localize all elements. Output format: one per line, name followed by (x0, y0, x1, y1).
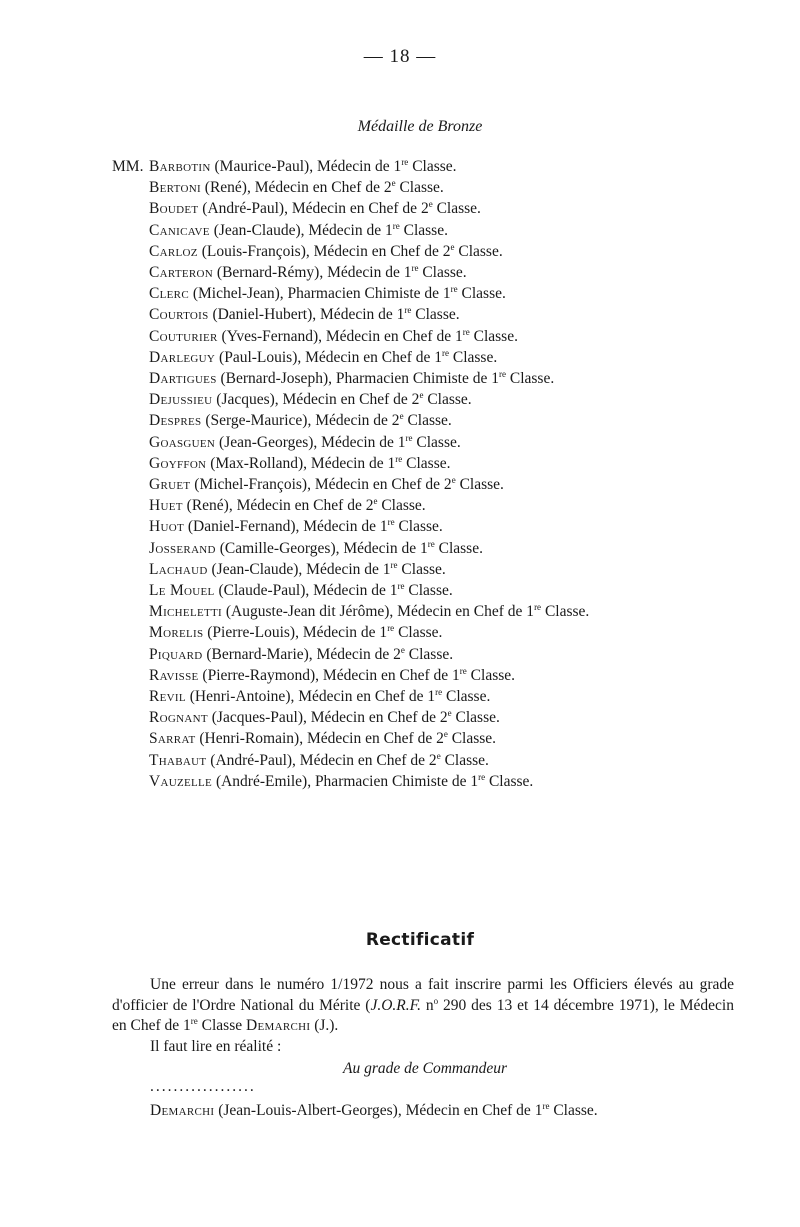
entry-text (149, 707, 500, 728)
entry-sup: re (387, 517, 395, 528)
list-item (112, 580, 772, 601)
list-item (112, 389, 772, 410)
entry-surname: Demarchi (150, 1102, 215, 1119)
entry-surname: Huet (149, 497, 183, 515)
list-prefix-spacer (112, 432, 149, 453)
entry-details: (Serge-Maurice), Médecin de 2 (201, 412, 400, 430)
entry-sup: e (450, 241, 455, 252)
list-item (112, 686, 772, 707)
list-prefix-spacer (112, 538, 149, 559)
entry-sup: re (442, 347, 449, 358)
paragraph-surname: Demarchi (245, 1017, 311, 1034)
list-item (112, 347, 772, 368)
entry-text (149, 262, 467, 283)
list-item (112, 474, 772, 495)
paragraph-text: Une erreur dans le numéro 1/1972 nous a fait inscrire parmi les Officiers élevés au grade d'officier de l'Ordre National du Mérite ( (112, 976, 734, 1014)
entry-tail: Classe. (454, 242, 503, 260)
entry-tail: Classe. (451, 709, 500, 727)
number-label: n (420, 996, 434, 1014)
entry-text (149, 728, 496, 749)
list-item (112, 538, 772, 559)
entry-sup: re (534, 602, 542, 613)
entry-surname: Gruet (149, 476, 191, 494)
entry-text (149, 389, 472, 410)
entry-sup: e (373, 496, 378, 507)
entry-surname: Vauzelle (149, 772, 213, 790)
list-item (112, 771, 772, 792)
entry-sup: re (411, 263, 419, 274)
entry-text (149, 304, 460, 325)
grade-heading: Au grade de Commandeur (342, 1060, 508, 1077)
paragraph-classe: Classe (197, 1017, 246, 1034)
list-prefix-spacer (112, 220, 149, 241)
read-line: Il faut lire en réalité : (150, 1038, 282, 1055)
entry-tail: Classe. (541, 603, 590, 621)
list-item (112, 368, 772, 389)
entry-tail: Classe. (408, 158, 457, 175)
list-prefix-spacer (112, 580, 149, 601)
entry-surname: Revil (149, 688, 186, 706)
rectificatif-paragraph (112, 975, 734, 1037)
list-prefix-spacer (112, 495, 149, 516)
entry-tail: Classe. (402, 454, 451, 472)
entry-surname: Thabaut (149, 751, 207, 769)
list-prefix-spacer (112, 474, 149, 495)
entry-text (149, 326, 518, 347)
entry-details: (Michel-Jean), Pharmacien Chimiste de 1 (188, 285, 451, 303)
list-prefix-spacer (112, 198, 149, 219)
entry-tail: Classe. (432, 200, 481, 218)
rectificatif-title: Rectificatif (365, 930, 475, 950)
list-item (112, 326, 772, 347)
entry-details: (Daniel-Hubert), Médecin de 1 (208, 306, 405, 324)
list-item (112, 495, 772, 516)
entry-tail: Classe. (447, 730, 497, 748)
entry-surname: Couturier (149, 327, 218, 345)
entry-surname: Despres (149, 412, 202, 430)
entry-tail: Classe. (399, 221, 448, 239)
entry-tail: Classe. (440, 751, 489, 769)
list-prefix-spacer (112, 665, 149, 686)
entry-surname: Rognant (149, 709, 208, 727)
entry-details: (Jean-Claude), Médecin de 1 (209, 221, 393, 239)
entry-text (149, 198, 481, 219)
entry-text (149, 580, 453, 601)
entry-tail: Classe. (449, 348, 498, 366)
list-prefix-spacer (112, 750, 149, 771)
entry-text (149, 241, 503, 262)
list-prefix-spacer (112, 177, 149, 198)
list-prefix: MM. (112, 158, 144, 175)
entry-sup: e (443, 729, 448, 740)
entry-tail: Classe. (404, 645, 454, 663)
list-item (112, 516, 772, 537)
list-item (112, 453, 772, 474)
entry-details: (Camille-Georges), Médecin de 1 (215, 539, 428, 557)
entry-surname: Goasguen (149, 433, 216, 451)
entry-text (149, 177, 444, 198)
entry-surname: Dejussieu (149, 391, 213, 409)
entry-surname: Carteron (149, 264, 214, 282)
entry-sup: re (387, 623, 395, 634)
entry-sup: re (392, 220, 400, 231)
list-prefix-spacer (112, 304, 149, 325)
list-item (112, 220, 772, 241)
entry-sup: re (427, 538, 435, 549)
entry-sup: e (451, 475, 456, 486)
entry-sup: e (428, 199, 433, 210)
list-prefix-spacer (112, 622, 149, 643)
entry-details: (Claude-Paul), Médecin de 1 (214, 582, 398, 600)
list-item (112, 283, 772, 304)
entry-tail: Classe. (434, 539, 483, 557)
entry-details: (Yves-Fernand), Médecin en Chef de 1 (217, 327, 463, 345)
entry-sup: re (478, 771, 486, 782)
entry-details: (André-Emile), Pharmacien Chimiste de 1 (212, 772, 479, 790)
journal-reference: J.O.R.F. (370, 996, 421, 1014)
entry-surname: Huot (149, 518, 185, 536)
list-prefix-spacer (112, 347, 149, 368)
entry-tail: Classe. (394, 624, 443, 642)
entry-tail: Classe. (397, 560, 446, 578)
list-prefix-spacer (112, 559, 149, 580)
entry-details: (Jean-Georges), Médecin de 1 (215, 433, 406, 451)
honor-list (112, 156, 772, 792)
list-prefix-spacer (112, 771, 149, 792)
entry-tail: Classe. (549, 1102, 598, 1119)
list-prefix-spacer (112, 389, 149, 410)
entry-details: (Henri-Antoine), Médecin en Chef de 1 (185, 688, 436, 706)
list-item (112, 177, 772, 198)
entry-details: (Jean-Louis-Albert-Georges), Médecin en Chef de 1 (214, 1102, 543, 1119)
list-item (112, 410, 772, 431)
list-item (112, 644, 772, 665)
entry-tail: Classe. (404, 582, 453, 600)
list-prefix-spacer (112, 262, 149, 283)
page-number: — 18 — (363, 46, 437, 67)
entry-tail: Classe. (411, 306, 460, 324)
entry-text (149, 538, 483, 559)
entry-sup: re (459, 665, 467, 676)
entry-surname: Piquard (149, 645, 203, 663)
entry-surname: Clerc (149, 285, 189, 303)
entry-text (149, 156, 457, 177)
entry-text (149, 622, 442, 643)
entry-details: (Bernard-Rémy), Médecin de 1 (213, 264, 412, 282)
entry-details: (René), Médecin en Chef de 2 (200, 179, 392, 197)
list-item (112, 304, 772, 325)
entry-text (149, 453, 451, 474)
entry-sup: re (499, 369, 506, 380)
list-prefix-spacer (112, 644, 149, 665)
entry-details: (Daniel-Fernand), Médecin de 1 (184, 518, 388, 536)
paragraph-middle: 290 des 13 et 14 décembre 1971), le Médecin en Chef de 1 (112, 996, 734, 1034)
entry-text (149, 220, 448, 241)
entry-details: (Max-Rolland), Médecin de 1 (206, 454, 396, 472)
entry-text (149, 516, 443, 537)
entry-details: (René), Médecin en Chef de 2 (182, 497, 374, 515)
number-sup: o (433, 995, 439, 1006)
list-prefix-spacer (112, 707, 149, 728)
entry-text (149, 644, 453, 665)
corrected-entry (150, 1102, 598, 1120)
entry-details: (Jacques-Paul), Médecin en Chef de 2 (207, 709, 448, 727)
list-prefix-spacer (112, 241, 149, 262)
section-heading: Médaille de Bronze (357, 118, 483, 135)
entry-details: (Jacques), Médecin en Chef de 2 (212, 391, 420, 409)
entry-text (149, 686, 490, 707)
list-item (112, 750, 772, 771)
entry-details: (Auguste-Jean dit Jérôme), Médecin en Chef de 1 (222, 603, 535, 621)
entry-tail: Classe. (469, 327, 518, 345)
entry-details: (André-Paul), Médecin en Chef de 2 (198, 200, 429, 218)
entry-tail: Classe. (442, 688, 491, 706)
entry-sup: re (435, 687, 443, 698)
entry-surname: Josserand (149, 539, 216, 557)
entry-text (149, 771, 533, 792)
entry-details: (André-Paul), Médecin en Chef de 2 (206, 751, 437, 769)
entry-surname: Carloz (149, 242, 198, 260)
entry-details: (Bernard-Marie), Médecin de 2 (202, 645, 401, 663)
list-item (112, 707, 772, 728)
entry-tail: Classe. (457, 285, 506, 303)
entry-tail: Classe. (377, 497, 426, 515)
entry-surname: Barbotin (149, 158, 211, 175)
list-item (112, 432, 772, 453)
entry-tail: Classe. (418, 264, 467, 282)
entry-sup: re (542, 1101, 550, 1111)
list-item (112, 156, 772, 177)
entry-text (149, 495, 426, 516)
entry-sup: re (395, 453, 403, 464)
entry-sup: re (397, 581, 405, 592)
entry-sup: re (390, 559, 398, 570)
entry-tail: Classe. (403, 412, 452, 430)
ellipsis-dots: .................. (150, 1078, 256, 1095)
list-prefix-spacer (112, 368, 149, 389)
entry-details: (Bernard-Joseph), Pharmacien Chimiste de 1 (216, 370, 499, 388)
entry-surname: Lachaud (149, 560, 208, 578)
list-item (112, 728, 772, 749)
entry-tail: Classe. (506, 370, 555, 388)
entry-surname: Micheletti (149, 603, 222, 621)
entry-tail: Classe. (423, 391, 472, 409)
list-prefix-spacer (112, 410, 149, 431)
entry-text (149, 665, 515, 686)
list-item (112, 665, 772, 686)
entry-tail: Classe. (394, 518, 443, 536)
entry-surname: Canicave (149, 221, 210, 239)
list-prefix-spacer (112, 601, 149, 622)
entry-sup: e (419, 390, 424, 401)
entry-tail: Classe. (395, 179, 444, 197)
entry-details: (Pierre-Raymond), Médecin en Chef de 1 (198, 666, 460, 684)
entry-surname: Darleguy (149, 348, 216, 366)
entry-sup: re (450, 284, 458, 295)
list-item (112, 262, 772, 283)
entry-tail: Classe. (412, 433, 461, 451)
entry-text (149, 283, 506, 304)
list-prefix-spacer (112, 283, 149, 304)
list-item (112, 559, 772, 580)
list-prefix-spacer (112, 453, 149, 474)
list-prefix-spacer (112, 686, 149, 707)
paragraph-end: (J.). (310, 1017, 339, 1034)
entry-surname: Sarrat (149, 730, 196, 748)
entry-details: (Louis-François), Médecin en Chef de 2 (197, 242, 451, 260)
entry-sup: re (401, 157, 409, 167)
entry-surname: Goyffon (149, 454, 207, 472)
entry-sup: re (404, 305, 412, 316)
class-sup: re (190, 1016, 198, 1026)
entry-text (149, 347, 497, 368)
entry-text (149, 559, 446, 580)
entry-text (149, 432, 461, 453)
entry-text (149, 410, 452, 431)
entry-text (149, 368, 554, 389)
entry-details: (Paul-Louis), Médecin en Chef de 1 (215, 348, 442, 366)
list-item (112, 241, 772, 262)
entry-sup: re (462, 326, 470, 337)
entry-tail: Classe. (466, 666, 516, 684)
entry-surname: Le Mouel (149, 582, 215, 600)
list-item (112, 622, 772, 643)
entry-sup: e (400, 644, 405, 655)
entry-text (149, 474, 504, 495)
entry-sup: re (405, 432, 413, 443)
entry-text (149, 601, 589, 622)
entry-surname: Ravisse (149, 666, 199, 684)
list-prefix-spacer (112, 728, 149, 749)
list-item (112, 601, 772, 622)
list-item (112, 198, 772, 219)
list-prefix-spacer (112, 516, 149, 537)
list-prefix-spacer (112, 326, 149, 347)
entry-details: (Jean-Claude), Médecin de 1 (207, 560, 391, 578)
entry-tail: Classe. (455, 476, 504, 494)
entry-details: (Michel-François), Médecin en Chef de 2 (190, 476, 452, 494)
entry-surname: Courtois (149, 306, 209, 324)
entry-details: (Maurice-Paul), Médecin de 1 (210, 158, 402, 175)
entry-surname: Bertoni (149, 179, 201, 197)
entry-sup: e (436, 750, 441, 761)
entry-surname: Boudet (149, 200, 199, 218)
entry-surname: Dartigues (149, 370, 217, 388)
entry-sup: e (447, 708, 452, 719)
entry-surname: Morelis (149, 624, 204, 642)
entry-details: (Pierre-Louis), Médecin de 1 (203, 624, 388, 642)
entry-tail: Classe. (485, 772, 534, 790)
entry-text (149, 750, 489, 771)
entry-sup: e (391, 178, 396, 189)
entry-sup: e (399, 411, 404, 422)
entry-details: (Henri-Romain), Médecin en Chef de 2 (195, 730, 444, 748)
